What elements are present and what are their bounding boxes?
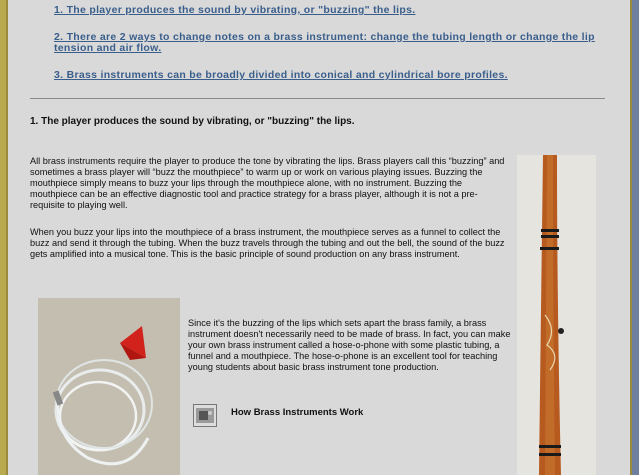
table-of-contents	[54, 0, 614, 81]
section-heading: 1. The player produces the sound by vibrating, or "buzzing" the lips.	[30, 116, 355, 127]
didgeridoo-image	[517, 155, 596, 475]
page-content	[6, 0, 632, 475]
window-edge	[632, 0, 639, 475]
toc-link-3[interactable]: 3. Brass instruments can be broadly divided into conical and cylindrical bore profiles.	[54, 69, 508, 81]
paragraph-1: All brass instruments require the player to produce the tone by vibrating the lips. Brass players call this “buzzing” and sometimes a brass player will “buzz the mouthpiece” to warm up or work on various playing issues. Buzzing the mouthpiece simply means to buzz your lips through the mouthpiece alone, with no instrument. Buzzing the mouthpiece can be an effective diagnostic tool and practice strategy for a brass player, although it is not a pre-requisite to playing well.	[30, 156, 505, 210]
video-link-label[interactable]: How Brass Instruments Work	[231, 407, 364, 418]
paragraph-2: When you buzz your lips into the mouthpiece of a brass instrument, the mouthpiece serves as a funnel to collect the buzz and send it through the tubing. When the buzz travels through the tubing and out the bell, the sound of the buzz gets amplified into a musical tone. This is the basic principle of sound production on any brass instrument.	[30, 227, 505, 259]
divider	[30, 98, 605, 99]
film-icon	[194, 405, 216, 426]
toc-link-2[interactable]: 2. There are 2 ways to change notes on a brass instrument: change the tubing length or change the lip tension and air flow.	[54, 31, 595, 54]
hose-o-phone-image	[38, 298, 180, 475]
paragraph-3: Since it's the buzzing of the lips which sets apart the brass family, a brass instrument doesn't necessarily need to be made of brass. In fact, you can make your own brass instrument called a hose-o-phone with some plastic tubing, a funnel and a mouthpiece. The hose-o-phone is an excellent tool for teaching young students about basic brass instrument tone production.	[188, 318, 511, 372]
video-thumbnail[interactable]	[193, 404, 217, 427]
toc-link-1[interactable]: 1. The player produces the sound by vibrating, or "buzzing" the lips.	[54, 4, 416, 16]
